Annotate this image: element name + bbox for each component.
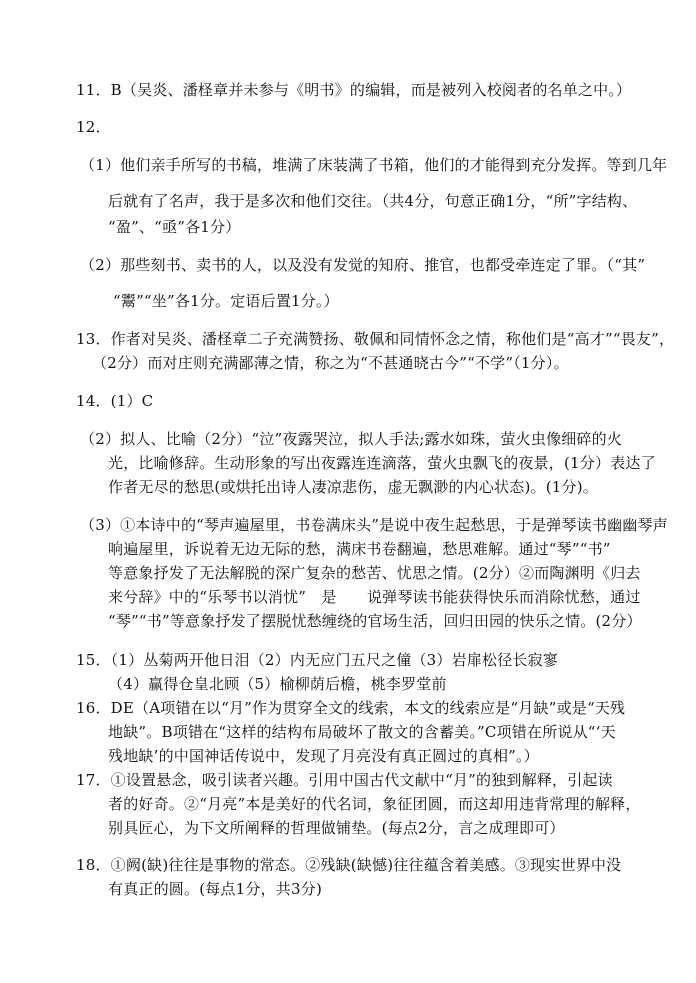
answer-14-2-line-1: （2）拟人、比喻（2分）“泣”夜露哭泣，拟人手法;露水如珠，萤火虫像细碎的火 (80, 430, 623, 448)
answer-15-line-2: （4）赢得仓皇北顾（5）榆柳荫后檐，桃李罗堂前 (108, 675, 447, 693)
answer-18-line-1: 18．①阙(缺)往往是事物的常态。②残缺(缺憾)往往蕴含着美感。③现实世界中没 (76, 856, 622, 874)
answer-17-line-1: 17．①设置悬念，吸引读者兴趣。引用中国古代文献中“月”的独到解释，引起读 (76, 771, 613, 789)
answer-18-line-2: 有真正的圆。(每点1分，共3分) (108, 880, 322, 898)
answer-13-line-2: （2分）而对庄则充满鄙薄之情，称之为“不甚通晓古今”“不学”（1分）。 (92, 354, 569, 372)
answer-12-heading: 12． (76, 118, 111, 136)
answer-14-3-line-2: 响遍屋里，诉说着无边无际的愁，满床书卷翻遍，愁思难解。通过“琴”“书” (108, 540, 611, 558)
answer-14-3-line-5: “琴”“书”等意象抒发了摆脱忧愁缠绕的官场生活，回归田园的快乐之情。(2分） (108, 612, 642, 630)
answer-14-2-line-2: 光，比喻修辞。生动形象的写出夜露连连滴落，萤火虫飘飞的夜景，(1分）表达了 (108, 454, 656, 472)
answer-12-1-line-2: 后就有了名声，我于是多次和他们交往。（共4分，句意正确1分，“所”字结构、 (108, 192, 638, 210)
answer-11: 11．B（吴炎、潘柽章并未参与《明书》的编辑，而是被列入校阅者的名单之中。） (76, 81, 632, 99)
answer-16-line-2: 地缺”。B项错在“这样的结构布局破坏了散文的含蓄美。”C项错在所说从“‘天 (108, 723, 616, 741)
answer-12-2-line-2: “鬻”“坐”各1分。定语后置1分。） (113, 292, 339, 310)
answer-17-line-2: 者的好奇。②“月亮”本是美好的代名词，象征团圆，而这却用违背常理的解释， (108, 795, 641, 813)
answer-12-1-line-1: （1）他们亲手所写的书稿，堆满了床装满了书箱，他们的才能得到充分发挥。等到几年 (80, 156, 668, 174)
answer-14-3-line-4: 来兮辞》中的“乐琴书以消忧” 是 说弹琴读书能获得快乐而消除忧愁，通过 (108, 588, 641, 606)
answer-15-line-1: 15．（1）丛菊两开他日泪（2）内无应门五尺之僮（3）岩扉松径长寂寥 (76, 651, 559, 669)
answer-14-3-line-1: （3）①本诗中的“琴声遍屋里，书卷满床头”是说中夜生起愁思，于是弹琴读书幽幽琴声 (80, 516, 668, 534)
answer-17-line-3: 别具匠心，为下文所阐释的哲理做铺垫。(每点2分，言之成理即可） (108, 819, 565, 837)
answer-12-1-line-3: “盈”、“亟”各1分） (108, 218, 241, 236)
answer-13-line-1: 13．作者对吴炎、潘柽章二子充满赞扬、敬佩和同情怀念之情，称他们是“高才”“畏友”， (76, 330, 675, 348)
answer-12-2-line-1: （2）那些刻书、卖书的人，以及没有发觉的知府、推官，也都受牵连定了罪。（“其” (80, 256, 646, 274)
answer-14-2-line-3: 作者无尽的愁思(或烘托出诗人凄凉悲伤，虚无飘渺的内心状态)。(1分)。 (108, 478, 598, 496)
answer-14-1: 14．(1）C (76, 392, 154, 410)
answer-16-line-1: 16．DE（A项错在以“月”作为贯穿全文的线索，本文的线索应是“月缺”或是“天残 (76, 699, 626, 717)
answer-16-line-3: 残地缺’的中国神话传说中，发现了月亮没有真正圆过的真相”。） (108, 747, 539, 765)
answer-14-3-line-3: 等意象抒发了无法解脱的深广复杂的愁苦、忧思之情。(2分）②而陶渊明《归去 (108, 564, 641, 582)
